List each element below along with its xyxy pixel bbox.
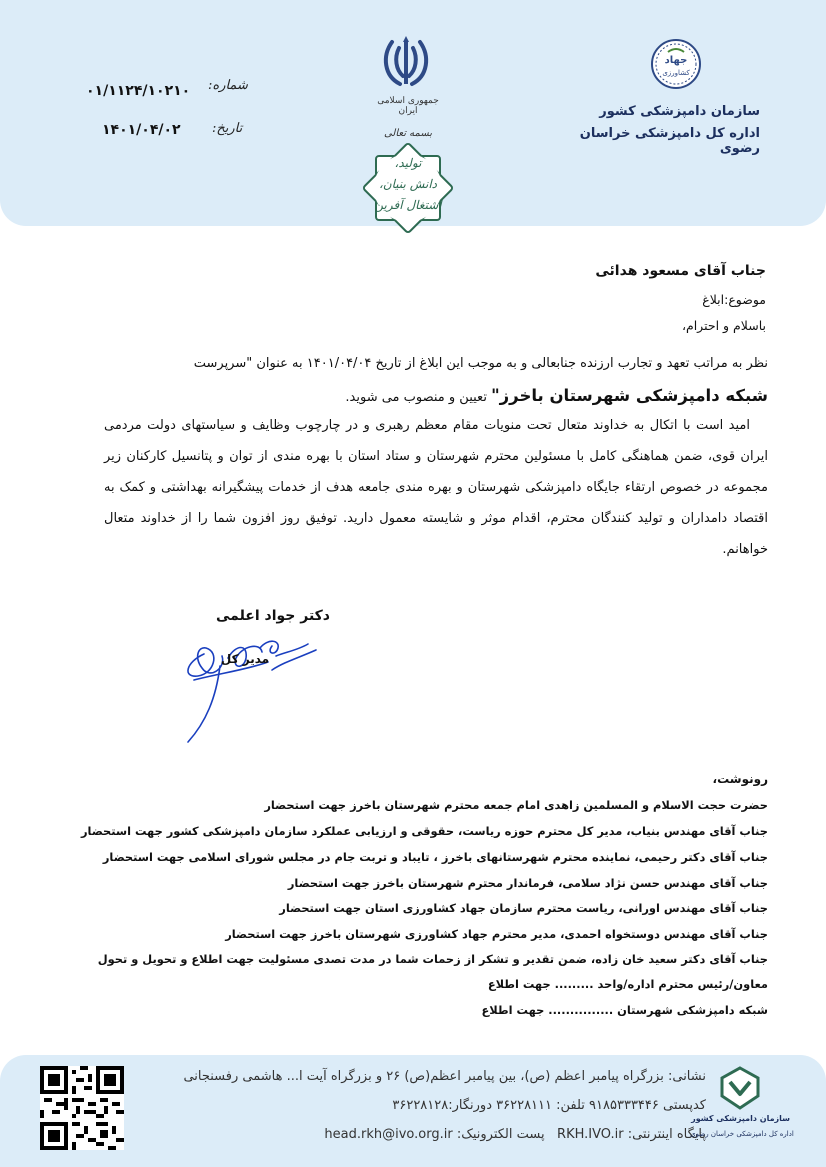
email-link[interactable]: head.rkh@ivo.org.ir — [324, 1127, 453, 1142]
signatory-title: مدیر کل — [220, 652, 270, 666]
qr-code — [40, 1066, 124, 1150]
slogan-line-3: اشتغال آفرین — [374, 198, 442, 212]
bismillah-text: بسمه تعالی — [383, 128, 433, 139]
org-name-line2: اداره کل دامپزشکی خراسان رضوی — [579, 126, 760, 156]
cc-item: معاون/رئیس محترم اداره/واحد ......... جهت اطلاع — [487, 977, 768, 991]
cc-item: جناب آقای مهندس دوستخواه احمدی، مدیر محترم جهاد کشاورزی شهرستان باخرز جهت استحضار — [225, 927, 768, 941]
logo-text-jahad: جهاد — [664, 55, 688, 66]
website-link[interactable]: RKH.IVO.ir — [557, 1127, 624, 1142]
footer-address: نشانی: بزرگراه پیامبر اعظم (ص)، بین پیامبر اعظم(ص) ۲۶ و بزرگراه آیت ا... هاشمی رفسنجانی — [183, 1069, 706, 1084]
letter-number: ۰۱/۱۱۲۴/۱۰۲۱۰ — [86, 83, 191, 99]
greeting-line: باسلام و احترام، — [681, 318, 766, 333]
footer-logo-caption-1: سازمان دامپزشکی کشور — [691, 1114, 790, 1123]
signatory-name: دکتر جواد اعلمی — [216, 608, 330, 624]
cc-item: جناب آقای مهندس بنیاب، مدیر کل محترم حوزه ریاست، حقوقی و ارزیابی عملکرد سازمان دامپزشکی کشور جهت استحضار — [81, 824, 768, 838]
cc-item: حضرت حجت الاسلام و المسلمین زاهدی امام جمعه محترم شهرستان باخرز جهت استحضار — [264, 798, 768, 812]
footer-logo-caption-2: اداره کل دامپزشکی خراسان رضوی — [690, 1130, 794, 1138]
paragraph-appointment-line-2 — [104, 380, 768, 413]
slogan-line-2: دانش بنیان، — [378, 177, 438, 191]
subject-line: موضوع:ابلاغ — [702, 292, 766, 307]
cc-item: جناب آقای مهندس اورانی، ریاست محترم سازمان جهاد کشاورزی استان جهت استحضار — [279, 901, 768, 915]
org-name-line1: سازمان دامپزشکی کشور — [599, 104, 760, 119]
paragraph-appointment — [104, 348, 768, 379]
appointment-suffix: تعیین و منصوب می شوید. — [345, 390, 492, 405]
iran-emblem — [378, 34, 434, 90]
footer-web-email — [324, 1127, 706, 1142]
slogan-line-1: تولید، — [394, 156, 422, 170]
cc-item: شبکه دامپزشکی شهرستان ............... جهت اطلاع — [481, 1003, 768, 1017]
cc-item: جناب آقای مهندس حسن نژاد سلامی، فرماندار محترم شهرستان باخرز جهت استحضار — [287, 876, 768, 890]
web-label: پایگاه اینترنتی: — [627, 1127, 706, 1142]
paragraph-expectations: امید است با اتکال به خداوند متعال تحت منویات مقام معظم رهبری و در چارچوب وظایف و سیاستهای دولت مردمی ایران قوی، ضمن هماهنگی کامل با مسئولین محترم شهرستان و ستاد استان با بهره مندی از توان و پتانسیل کارکنان زیر مجموعه در خصوص ارتقاء جایگاه دامپزشکی شهرستان و بهره مندی جامعه هدف از خدمات پیشگیرانه بهداشتی و کمک به اقتصاد دامداران و تولید کنندگان محترم، اقدام موثر و شایسته معمول دارید. توفیق روز افزون شما را از خداوند متعال خواهانم. — [104, 418, 768, 557]
cc-heading: رونوشت، — [712, 772, 768, 786]
appointment-position: شبکه دامپزشکی شهرستان باخرز" — [491, 386, 768, 405]
appointment-line-1: نظر به مراتب تعهد و تجارب ارزنده جنابعالی و به موجب این ابلاغ از تاریخ ۱۴۰۱/۰۴/۰۴ به عنوان "سرپرست — [193, 356, 768, 371]
recipient-line: جناب آقای مسعود هدائی — [595, 263, 766, 279]
letter-date-label: تاریخ: — [212, 121, 243, 136]
footer-contact-numbers: کدپستی ۹۱۸۵۳۳۳۴۴۶ تلفن: ۳۶۲۲۸۱۱۱ دورنگار:۳۶۲۲۸۱۲۸ — [392, 1098, 706, 1113]
cc-item: جناب آقای دکتر رحیمی، نماینده محترم شهرستانهای باخرز ، تایباد و تربت جام در مجلس شورای اسلامی جهت استحضار — [102, 850, 768, 864]
veterinary-organization-logo — [716, 1064, 764, 1112]
letter-date: ۱۴۰۱/۰۴/۰۲ — [102, 122, 181, 138]
logo-text-keshavarzi: کشاورزی — [662, 69, 690, 77]
handwritten-signature — [176, 618, 326, 748]
emblem-caption: جمهوری اسلامی ایران — [377, 96, 439, 116]
email-label: پست الکترونیک: — [456, 1127, 545, 1142]
cc-item: جناب آقای دکتر سعید خان زاده، ضمن تقدیر و تشکر از زحمات شما در مدت تصدی مسئولیت جهت اطلاع و تحویل و تحول — [97, 952, 768, 966]
letter-number-label: شماره: — [208, 78, 248, 93]
